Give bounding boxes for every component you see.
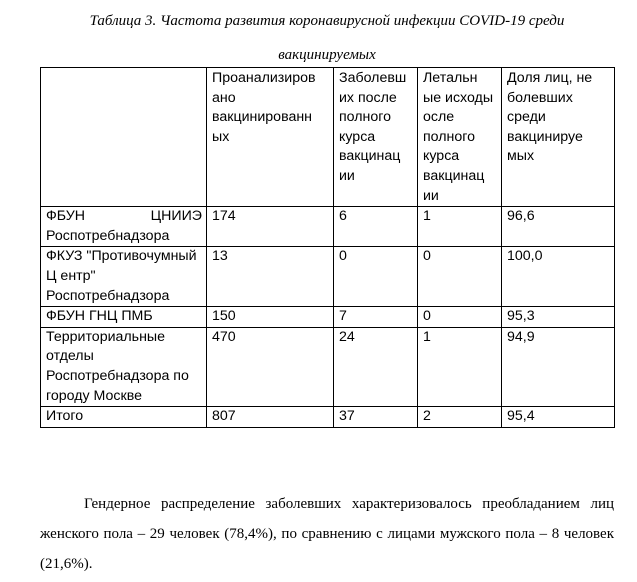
header-cell-fatal: Летальн ые исходы осле полного курса вакцинац ии	[418, 68, 502, 207]
table-row	[41, 207, 615, 247]
table-cell: 96,6	[502, 207, 615, 247]
table-total-row	[41, 407, 615, 428]
body-paragraph: Гендерное распределение заболевших характеризовалось преобладанием лиц женского пола – 29 человек (78,4%), по сравнению с лицами мужского пола – 8 человек (21,6%).	[40, 496, 614, 572]
table-cell: 2	[418, 407, 502, 428]
table-cell: 807	[207, 407, 334, 428]
caption-line-1: Таблица 3. Частота развития коронавирусной инфекции COVID-19 среди	[89, 13, 565, 29]
table-cell: 7	[334, 307, 418, 328]
row-label: ФБУН ЦНИИЭ Роспотребнадзора	[41, 207, 207, 247]
header-cell-fell-ill: Заболевш их после полного курса вакцинац ии	[334, 68, 418, 207]
table-cell: 94,9	[502, 327, 615, 406]
row-label: Итого	[41, 407, 207, 428]
table-row	[41, 307, 615, 328]
row-label: ФКУЗ "Противочумный Ц ентр" Роспотребнадзора	[41, 247, 207, 307]
table-cell: 0	[418, 247, 502, 307]
table-row	[41, 247, 615, 307]
table-cell: 6	[334, 207, 418, 247]
header-cell-analyzed: Проанализиров ано вакцинированн ых	[207, 68, 334, 207]
table-cell: 13	[207, 247, 334, 307]
row-label: ФБУН ГНЦ ПМБ	[41, 307, 207, 328]
table-cell: 37	[334, 407, 418, 428]
row-label: Территориальные отделы Роспотребнадзора по городу Москве	[41, 327, 207, 406]
table-cell: 174	[207, 207, 334, 247]
header-cell-empty	[41, 68, 207, 207]
table-cell: 1	[418, 207, 502, 247]
table-caption	[40, 4, 614, 72]
table-header-row	[41, 68, 615, 207]
table-cell: 100,0	[502, 247, 615, 307]
table-cell: 24	[334, 327, 418, 406]
table-cell: 0	[334, 247, 418, 307]
table-cell: 95,3	[502, 307, 615, 328]
table-cell: 95,4	[502, 407, 615, 428]
table-cell: 1	[418, 327, 502, 406]
table-cell: 0	[418, 307, 502, 328]
table-row	[41, 327, 615, 406]
header-cell-share-not-ill: Доля лиц, не болевших среди вакцинируе мых	[502, 68, 615, 207]
table-cell: 470	[207, 327, 334, 406]
caption-line-2: вакцинируемых	[278, 47, 376, 63]
table-cell: 150	[207, 307, 334, 328]
vaccination-table	[40, 67, 615, 428]
